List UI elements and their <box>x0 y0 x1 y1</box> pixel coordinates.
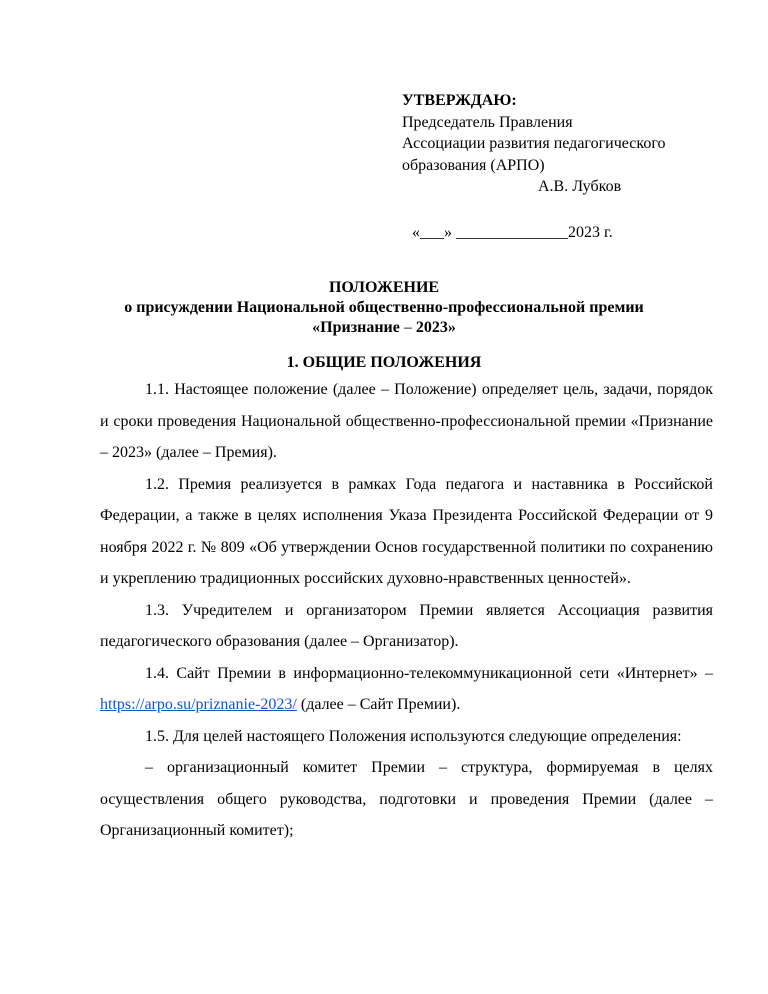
paragraph-1-2: 1.2. Премия реализуется в рамках Года педагога и наставника в Российской Федерации, а также в целях исполнения Указа Президента Российской Федерации от 9 ноября 2022 г. № 809 «Об утверждении Основ государственной политики по сохранению и укреплению традиционных российских духовно-нравственных ценностей». <box>100 475 713 587</box>
approval-signer: А.В. Лубков <box>538 178 622 195</box>
paragraph-1-3: 1.3. Учредителем и организатором Премии является Ассоциация развития педагогического образования (далее – Организатор). <box>100 601 713 650</box>
approval-line-2: Ассоциации развития педагогического <box>402 135 666 152</box>
document-title <box>60 278 708 338</box>
paragraph-1-1: 1.1. Настоящее положение (далее – Положение) определяет цель, задачи, порядок и сроки проведения Национальной общественно-профессиональной премии «Признание – 2023» (далее – Премия). <box>100 381 713 461</box>
title-line-1: ПОЛОЖЕНИЕ <box>328 279 440 296</box>
approval-date-line: «___» ______________2023 г. <box>412 224 613 241</box>
section-title: 1. ОБЩИЕ ПОЛОЖЕНИЯ <box>286 354 482 371</box>
title-line-2: о присуждении Национальной общественно-профессиональной премии <box>124 299 644 316</box>
paragraph-1-4 <box>100 658 713 721</box>
title-line-3-end: 2023» <box>415 319 456 336</box>
section-body <box>100 374 713 847</box>
title-line-3-start: «Признание <box>312 319 400 336</box>
approval-heading: УТВЕРЖДАЮ: <box>402 92 517 109</box>
paragraph-1-4-text: 1.4. Сайт Премии в информационно-телекоммуникационной сети «Интернет» – <box>145 664 713 682</box>
definition-org-committee: – организационный комитет Премии – структура, формируемая в целях осуществления общего руководства, подготовки и проведения Премии (далее – Организационный комитет); <box>100 759 713 839</box>
paragraph-1-5: 1.5. Для целей настоящего Положения используются следующие определения: <box>145 727 682 745</box>
approval-block <box>402 90 722 198</box>
prize-site-link[interactable]: https://arpo.su/priznanie-2023/ <box>100 696 297 713</box>
approval-line-3: образования (АРПО) <box>402 156 545 174</box>
paragraph-1-4-tail: (далее – Сайт Премии). <box>296 696 461 713</box>
title-line-3 <box>60 318 708 338</box>
approval-line-1: Председатель Правления <box>402 113 573 131</box>
title-line-3-dash: – <box>399 319 416 336</box>
